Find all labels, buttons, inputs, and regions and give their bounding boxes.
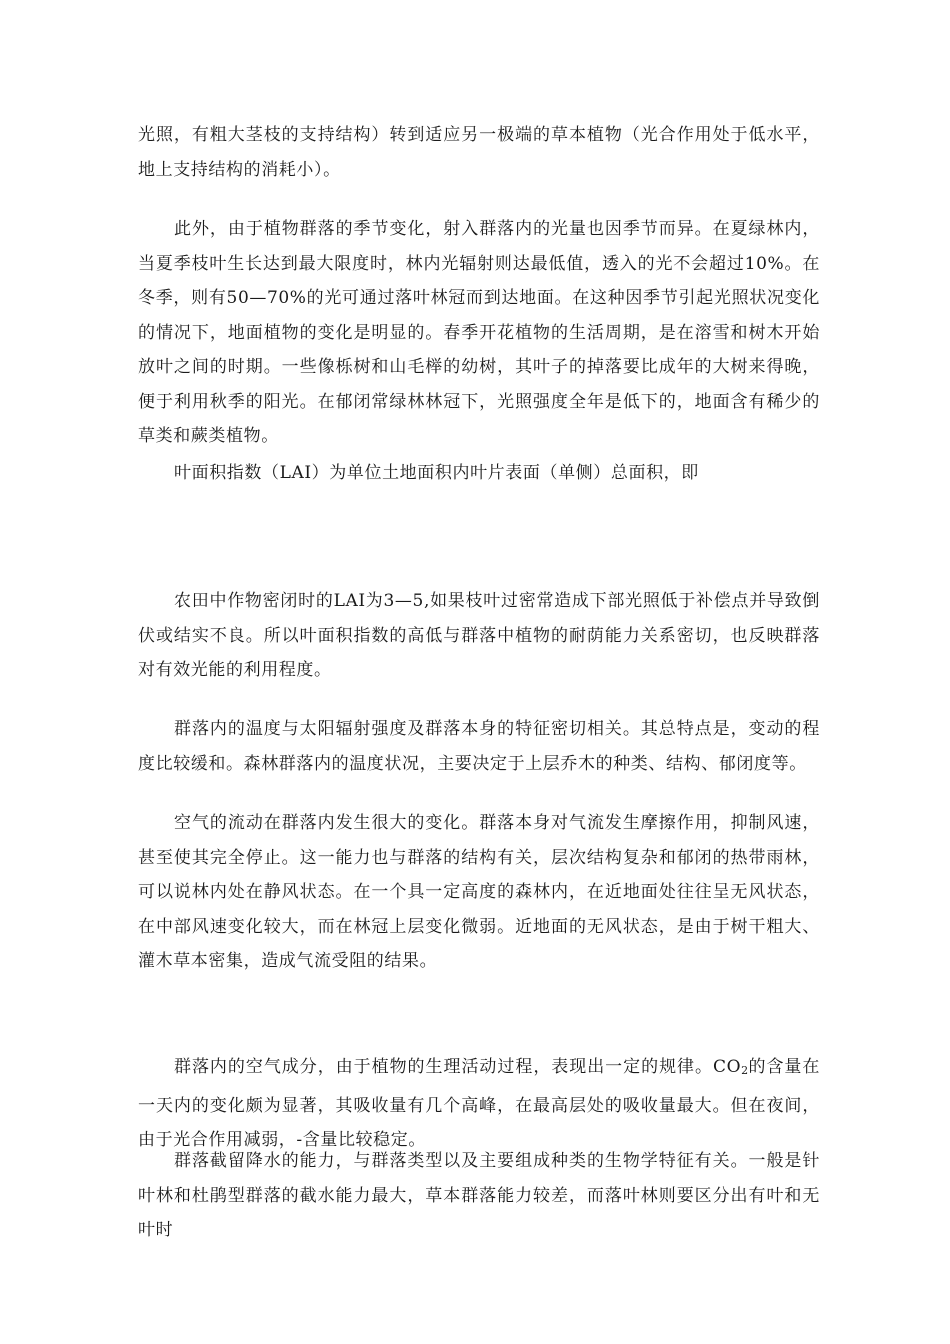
co2-text-before: 群落内的空气成分，由于植物的生理活动过程，表现出一定的规律。CO bbox=[174, 1057, 742, 1077]
paragraph-air-composition bbox=[138, 1050, 820, 1158]
paragraph-seasonal-light: 此外，由于植物群落的季节变化，射入群落内的光量也因季节而异。在夏绿林内，当夏季枝叶生长达到最大限度时，林内光辐射则达最低值，透入的光不会超过10%。在冬季，则有50—70%的光可通过落叶林冠而到达地面。在这种因季节引起光照状况变化的情况下，地面植物的变化是明显的。春季开花植物的生活周期，是在溶雪和树木开始放叶之间的时期。一些像栎树和山毛榉的幼树，其叶子的掉落要比成年的大树来得晚，便于利用秋季的阳光。在郁闭常绿林林冠下，光照强度全年是低下的，地面含有稀少的草类和蕨类植物。 bbox=[138, 219, 820, 446]
paragraph-light-adaptation-continued: 光照，有粗大茎枝的支持结构）转到适应另一极端的草本植物（光合作用处于低水平，地上支持结构的消耗小）。 bbox=[138, 125, 820, 180]
paragraph-lai-crops: 农田中作物密闭时的LAI为3—5,如果枝叶过密常造成下部光照低于补偿点并导致倒伏或结实不良。所以叶面积指数的高低与群落中植物的耐荫能力关系密切，也反映群落对有效光能的利用程度。 bbox=[138, 591, 820, 680]
co2-subscript: 2 bbox=[741, 1064, 749, 1077]
paragraph-precipitation-interception: 群落截留降水的能力，与群落类型以及主要组成种类的生物学特征有关。一般是针叶林和杜鹃型群落的截水能力最大，草本群落能力较差，而落叶林则要区分出有叶和无叶时 bbox=[138, 1151, 820, 1240]
co2-text-after: 的含量在一天内的变化颇为显著，其吸收量有几个高峰，在最高层处的吸收量最大。但在夜间，由于光合作用减弱，-含量比较稳定。 bbox=[138, 1057, 820, 1150]
paragraph-lai-definition: 叶面积指数（LAI）为单位土地面积内叶片表面（单侧）总面积，即 bbox=[174, 463, 699, 483]
paragraph-air-flow: 空气的流动在群落内发生很大的变化。群落本身对气流发生摩擦作用，抑制风速，甚至使其完全停止。这一能力也与群落的结构有关，层次结构复杂和郁闭的热带雨林，可以说林内处在静风状态。在一个具一定高度的森林内，在近地面处往往呈无风状态，在中部风速变化较大，而在林冠上层变化微弱。近地面的无风状态，是由于树干粗大、灌木草本密集，造成气流受阻的结果。 bbox=[138, 813, 820, 971]
paragraph-community-temperature: 群落内的温度与太阳辐射强度及群落本身的特征密切相关。其总特点是，变动的程度比较缓和。森林群落内的温度状况，主要决定于上层乔木的种类、结构、郁闭度等。 bbox=[138, 719, 820, 774]
